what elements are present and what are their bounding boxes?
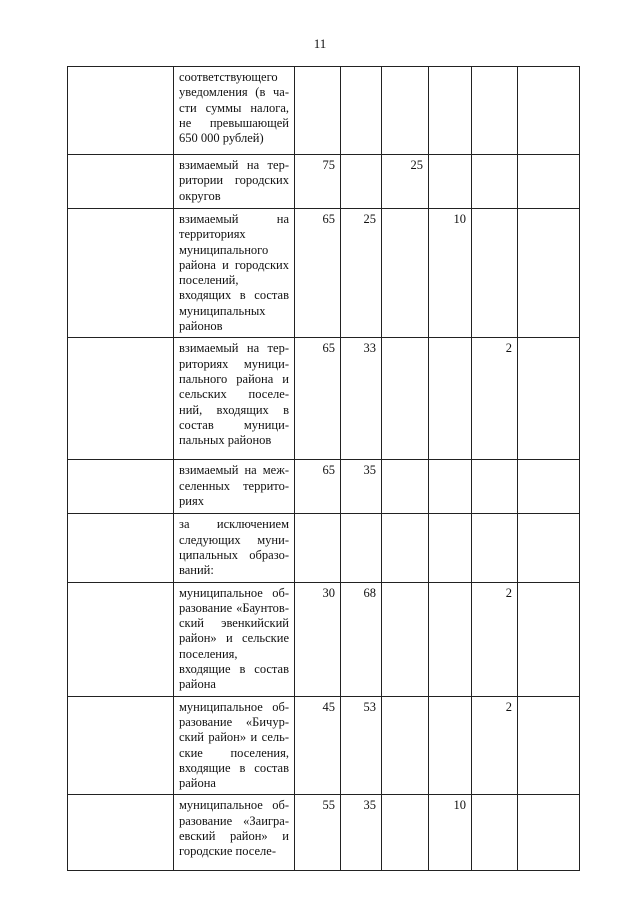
value-cell bbox=[472, 155, 518, 209]
value-cell: 2 bbox=[472, 338, 518, 460]
value-cell bbox=[382, 795, 429, 871]
value-cell bbox=[429, 67, 472, 155]
row-description: соответствующего уведомления (в части суммы налога, не превышающей 650 000 рублей) bbox=[174, 67, 295, 155]
row-description: муниципальное образование «Заиграевский район» и городские поселе- bbox=[174, 795, 295, 871]
value-cell bbox=[382, 209, 429, 338]
value-cell bbox=[295, 514, 341, 582]
table-row bbox=[68, 209, 580, 338]
value-cell bbox=[472, 795, 518, 871]
table-row bbox=[68, 67, 580, 155]
value-cell bbox=[382, 514, 429, 582]
value-cell bbox=[472, 209, 518, 338]
row-blank-cell bbox=[68, 209, 174, 338]
value-cell: 10 bbox=[429, 209, 472, 338]
row-description: взимаемый на межселенных территориях bbox=[174, 460, 295, 514]
value-cell: 25 bbox=[382, 155, 429, 209]
row-description: взимаемый на территориях муниципального района и городских поселений, входящих в состав муниципальных районов bbox=[174, 209, 295, 338]
value-cell: 2 bbox=[472, 582, 518, 696]
row-description: взимаемый на территории городских округов bbox=[174, 155, 295, 209]
value-cell: 45 bbox=[295, 696, 341, 795]
value-cell bbox=[382, 582, 429, 696]
value-cell bbox=[429, 155, 472, 209]
value-cell: 33 bbox=[341, 338, 382, 460]
row-blank-cell bbox=[68, 67, 174, 155]
value-cell bbox=[518, 696, 580, 795]
row-blank-cell bbox=[68, 514, 174, 582]
value-cell bbox=[382, 338, 429, 460]
value-cell bbox=[382, 696, 429, 795]
table-row bbox=[68, 514, 580, 582]
row-blank-cell bbox=[68, 338, 174, 460]
value-cell: 75 bbox=[295, 155, 341, 209]
table-row bbox=[68, 460, 580, 514]
value-cell bbox=[518, 514, 580, 582]
value-cell: 10 bbox=[429, 795, 472, 871]
value-cell bbox=[382, 460, 429, 514]
row-description: муниципальное образование «Бичурский район» и сельские поселения, входящие в состав района bbox=[174, 696, 295, 795]
row-blank-cell bbox=[68, 155, 174, 209]
row-blank-cell bbox=[68, 582, 174, 696]
row-blank-cell bbox=[68, 795, 174, 871]
table-row bbox=[68, 582, 580, 696]
value-cell: 65 bbox=[295, 338, 341, 460]
table-row bbox=[68, 155, 580, 209]
value-cell bbox=[429, 696, 472, 795]
value-cell bbox=[429, 514, 472, 582]
table-row bbox=[68, 338, 580, 460]
value-cell bbox=[429, 338, 472, 460]
value-cell: 30 bbox=[295, 582, 341, 696]
value-cell bbox=[429, 460, 472, 514]
value-cell: 53 bbox=[341, 696, 382, 795]
table-body bbox=[68, 67, 580, 871]
row-description: муниципальное образование «Баунтовский эвенкийский район» и сельские поселения, входящие в состав района bbox=[174, 582, 295, 696]
table-row bbox=[68, 795, 580, 871]
value-cell bbox=[518, 795, 580, 871]
value-cell bbox=[341, 67, 382, 155]
value-cell bbox=[518, 338, 580, 460]
row-blank-cell bbox=[68, 696, 174, 795]
value-cell bbox=[295, 67, 341, 155]
value-cell bbox=[472, 67, 518, 155]
value-cell bbox=[518, 209, 580, 338]
value-cell: 55 bbox=[295, 795, 341, 871]
value-cell bbox=[518, 67, 580, 155]
value-cell bbox=[429, 582, 472, 696]
value-cell: 65 bbox=[295, 460, 341, 514]
value-cell: 65 bbox=[295, 209, 341, 338]
row-blank-cell bbox=[68, 460, 174, 514]
value-cell bbox=[382, 67, 429, 155]
value-cell bbox=[472, 514, 518, 582]
value-cell: 68 bbox=[341, 582, 382, 696]
value-cell: 35 bbox=[341, 460, 382, 514]
value-cell bbox=[341, 514, 382, 582]
value-cell bbox=[518, 582, 580, 696]
value-cell: 35 bbox=[341, 795, 382, 871]
table-row bbox=[68, 696, 580, 795]
value-cell bbox=[341, 155, 382, 209]
value-cell: 25 bbox=[341, 209, 382, 338]
row-description: взимаемый на территориях муниципального района и сельских поселений, входящих в состав муниципальных районов bbox=[174, 338, 295, 460]
value-cell bbox=[518, 460, 580, 514]
budget-distribution-table bbox=[67, 66, 580, 871]
value-cell bbox=[472, 460, 518, 514]
row-description: за исключением следующих муниципальных образований: bbox=[174, 514, 295, 582]
page-number: 11 bbox=[313, 36, 327, 51]
value-cell: 2 bbox=[472, 696, 518, 795]
value-cell bbox=[518, 155, 580, 209]
